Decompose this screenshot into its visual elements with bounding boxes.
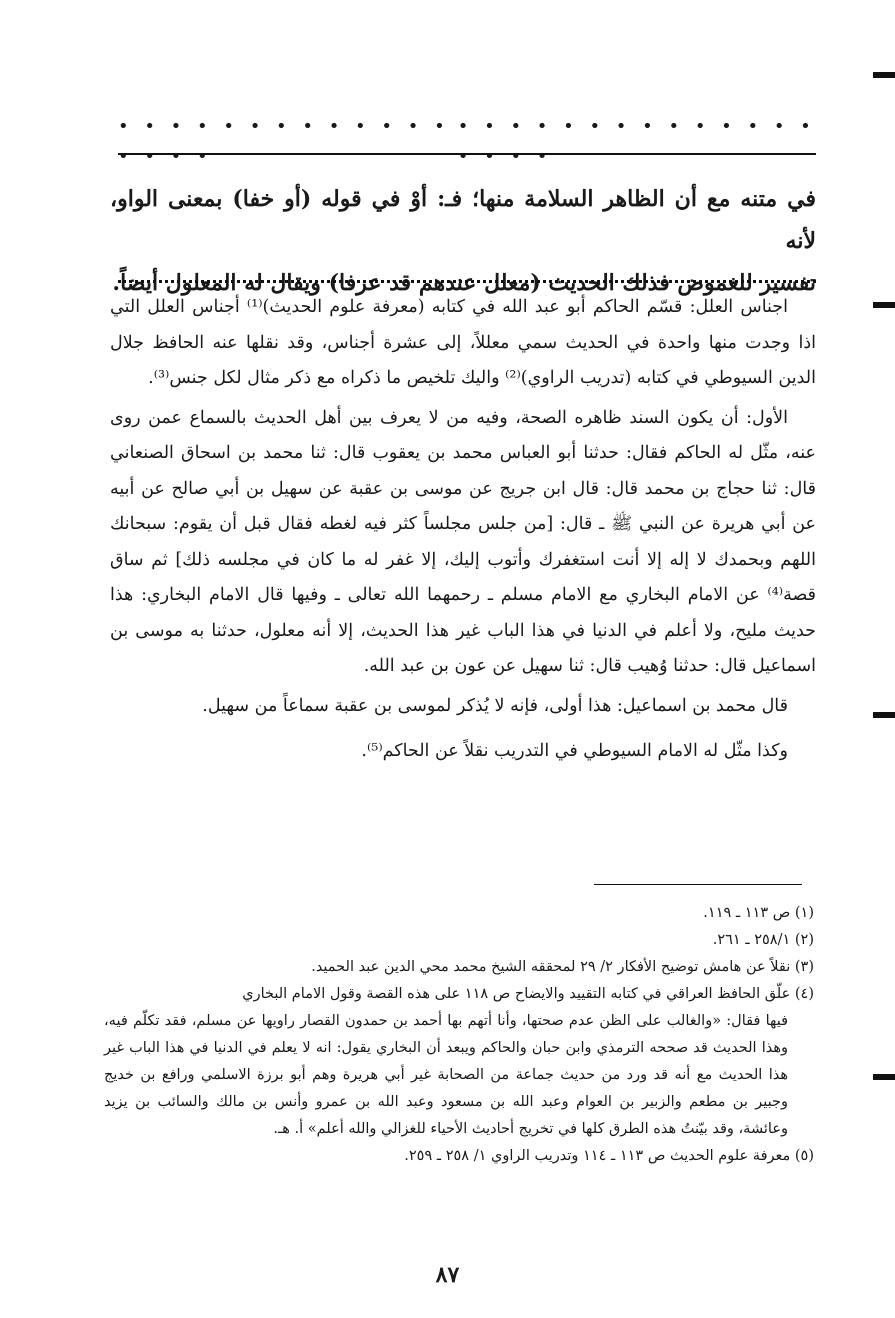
page-number: ٨٧ [435, 1262, 460, 1288]
verse-line-1: في متنه مع أن الظاهر السلامة منها؛ فـ: أوْ في قوله (أو خفا) بمعنى الواو، لأنه [110, 186, 816, 254]
scan-edge-mark [873, 302, 895, 308]
footnotes [104, 900, 814, 1170]
footnote-3: (٣) نقلاً عن هامش توضيح الأفكار ٢/ ٢٩ لمحققه الشيخ محمد محي الدين عبد الحميد. [311, 959, 814, 975]
section-divider [118, 280, 816, 283]
scan-edge-mark [873, 712, 895, 718]
paragraph-suyuti-example: وكذا مثّل له الامام السيوطي في التدريب نقلاً عن الحاكم⁽⁵⁾. [361, 741, 788, 761]
footnote-separator [594, 884, 802, 885]
footnote-5: (٥) معرفة علوم الحديث ص ١١٣ ـ ١١٤ وتدريب الراوي ١/ ٢٥٨ ـ ٢٥٩. [404, 1148, 814, 1164]
verse-commentary [110, 178, 816, 304]
footnote-4-continued: فيها فقال: «والغالب على الظن عدم صحتها، وأنا أتهم بها أحمد بن حمدون القصار راويها عن مسلم، فقد تكلّم فيه، وهذا الحديث قد صححه الترمذي وابن حبان والحاكم ويبعد أن البخاري يقول: انه لا يعلم في الدنيا في هذا الباب غير هذا الحديث مع أنه قد ورد من حديث جماعة من الصحابة غير أبي هريرة وهم أبو برزة الاسلمي ورافع بن خديج وجبير بن مطعم والزبير بن العوام وعبد الله بن مسعود وعبد الله بن عمرو وأنس بن مالك والسائب بن يزيد وعائشة، وقد بيّنتُ هذه الطرق كلها في تخريج أحاديث الأحياء للغزالي والله أعلم» أ. هـ. [104, 1013, 788, 1137]
header-rule [118, 153, 816, 155]
paragraph-bukhari-remark: قال محمد بن اسماعيل: هذا أولى، فإنه لا يُذكر لموسى بن عقبة سماعاً من سهيل. [202, 695, 788, 716]
paragraph-first-type: الأول: أن يكون السند ظاهره الصحة، وفيه من لا يعرف بين أهل الحديث بالسماع عمن روى عنه، مثّل له الحاكم فقال: حدثنا أبو العباس محمد بن يعقوب قال: ثنا محمد بن اسحاق الصنعاني قال: ثنا حجاج بن محمد قال: قال ابن جريج عن موسى بن عقبة عن سهيل بن أبي صالح عن أبيه عن أبي هريرة عن النبي ﷺ ـ قال: [من جلس مجلساً كثر فيه لغطه فقال قبل أن يقوم: سبحانك اللهم وبحمدك لا إله إلا أنت استغفرك وأتوب إليك، إلا غفر له ما كان في مجلسه ذلك] ثم ساق قصة⁽⁴⁾ عن الامام البخاري مع الامام مسلم ـ رحمهما الله تعالى ـ وفيها قال الامام البخاري: هذا حديث مليح، ولا أعلم في الدنيا في هذا الباب غير هذا الحديث، إلا أنه معلول، حدثنا به موسى بن اسماعيل قال: حدثنا وُهيب قال: ثنا سهيل عن عون بن عبد الله. [110, 407, 816, 676]
header-dot-leaders [118, 112, 818, 172]
scan-edge-mark [873, 72, 895, 78]
footnote-2: (٢) ٢٥٨/١ ـ ٢٦١. [712, 932, 814, 948]
header-dots-left: • • • • • • • • • • • • • • • • • [118, 116, 450, 167]
scan-edge-mark [873, 1074, 895, 1080]
header-dots-right: • • • • • • • • • • • • • • • • • • [457, 116, 816, 167]
verse-line-2: تفسير للغموض فذلك الحديث (معلل عندهم قد عرفا) ويقال له المعلول أيضاً. [112, 270, 816, 296]
footnote-1: (١) ص ١١٣ ـ ١١٩. [703, 905, 814, 921]
footnote-4: (٤) علّق الحافظ العراقي في كتابه التقييد والايضاح ص ١١٨ على هذه القصة وقول الامام البخاري [242, 986, 814, 1002]
paragraph-types-of-defects: اجناس العلل: قسّم الحاكم أبو عبد الله في كتابه (معرفة علوم الحديث)⁽¹⁾ أجناس العلل التي اذا وجدت منها واحدة في الحديث سمي معللاً، إلى عشرة أجناس، وقد نقلها عنه الحافظ جلال الدين السيوطي في كتابه (تدريب الراوي)⁽²⁾ واليك تلخيص ما ذكراه مع ذكر مثال لكل جنس⁽³⁾. [110, 297, 816, 388]
main-text [110, 290, 816, 770]
